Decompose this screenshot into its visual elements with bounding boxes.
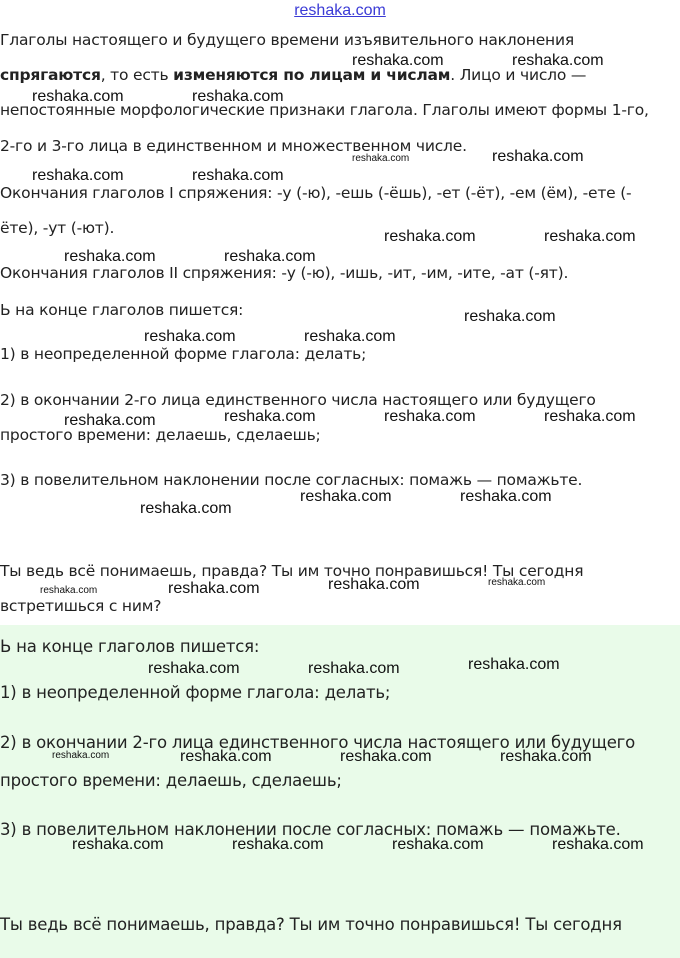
watermark: reshaka.com bbox=[300, 488, 392, 505]
paragraph-line: ёте), -ут (-ют). bbox=[0, 219, 115, 237]
watermark: reshaka.com bbox=[304, 328, 396, 345]
rule-item: 2) в окончании 2-го лица единственного числа настоящего или будущего bbox=[0, 391, 596, 409]
text-span: . Лицо и число — bbox=[450, 66, 587, 84]
watermark: reshaka.com bbox=[384, 408, 476, 425]
rules-heading: Ь на конце глаголов пишется: bbox=[0, 637, 260, 656]
watermark: reshaka.com bbox=[460, 488, 552, 505]
watermark: reshaka.com bbox=[552, 836, 644, 853]
watermark: reshaka.com bbox=[492, 148, 584, 165]
watermark: reshaka.com bbox=[144, 328, 236, 345]
paragraph-line: Глаголы настоящего и будущего времени изъявительного наклонения bbox=[0, 31, 574, 49]
watermark: reshaka.com bbox=[468, 656, 560, 673]
watermark: reshaka.com bbox=[488, 577, 546, 588]
watermark: reshaka.com bbox=[352, 52, 444, 69]
paragraph-line: Окончания глаголов I спряжения: -у (-ю), -ешь (-ёшь), -ет (-ёт), -ем (ём), -ете (- bbox=[0, 184, 632, 202]
watermark: reshaka.com bbox=[308, 660, 400, 677]
rule-item: 3) в повелительном наклонении после согласных: помажь — помажьте. bbox=[0, 471, 583, 489]
watermark: reshaka.com bbox=[40, 585, 98, 596]
example-line: встретишься с ним? bbox=[0, 597, 162, 615]
watermark: reshaka.com bbox=[140, 500, 232, 517]
watermark: reshaka.com bbox=[32, 88, 124, 105]
watermark: reshaka.com bbox=[224, 248, 316, 265]
site-link[interactable]: reshaka.com bbox=[294, 2, 386, 19]
watermark: reshaka.com bbox=[328, 576, 420, 593]
watermark: reshaka.com bbox=[180, 748, 272, 765]
bold-term: спрягаются bbox=[0, 66, 101, 84]
example-line: Ты ведь всё понимаешь, правда? Ты им точно понравишься! Ты сегодня bbox=[0, 562, 584, 580]
paragraph-line: 2-го и 3-го лица в единственном и множественном числе. bbox=[0, 137, 467, 155]
watermark: reshaka.com bbox=[32, 167, 124, 184]
paragraph-line: Окончания глаголов II спряжения: -у (-ю), -ишь, -ит, -им, -ите, -ат (-ят). bbox=[0, 264, 569, 282]
rule-item: 1) в неопределенной форме глагола: делать; bbox=[0, 345, 367, 363]
watermark: reshaka.com bbox=[148, 660, 240, 677]
rule-item: 1) в неопределенной форме глагола: делать; bbox=[0, 683, 391, 702]
watermark: reshaka.com bbox=[224, 408, 316, 425]
watermark: reshaka.com bbox=[64, 412, 156, 429]
rules-heading: Ь на конце глаголов пишется: bbox=[0, 301, 244, 319]
watermark: reshaka.com bbox=[340, 748, 432, 765]
bold-term: изменяются по лицам и числам bbox=[173, 66, 451, 84]
example-line: Ты ведь всё понимаешь, правда? Ты им точно понравишься! Ты сегодня bbox=[0, 915, 622, 934]
paragraph-line: непостоянные морфологические признаки глагола. Глаголы имеют формы 1-го, bbox=[0, 101, 649, 119]
watermark: reshaka.com bbox=[512, 52, 604, 69]
watermark: reshaka.com bbox=[72, 836, 164, 853]
watermark: reshaka.com bbox=[500, 748, 592, 765]
text-span: , то есть bbox=[100, 66, 174, 84]
watermark: reshaka.com bbox=[392, 836, 484, 853]
watermark: reshaka.com bbox=[384, 228, 476, 245]
rule-item: 2) в окончании 2-го лица единственного числа настоящего или будущего bbox=[0, 733, 636, 752]
rule-item: простого времени: делаешь, сделаешь; bbox=[0, 426, 321, 444]
watermark: reshaka.com bbox=[192, 88, 284, 105]
watermark: reshaka.com bbox=[352, 153, 410, 164]
watermark: reshaka.com bbox=[232, 836, 324, 853]
watermark: reshaka.com bbox=[64, 248, 156, 265]
rule-item: 3) в повелительном наклонении после согласных: помажь — помажьте. bbox=[0, 820, 621, 839]
watermark: reshaka.com bbox=[464, 308, 556, 325]
watermark: reshaka.com bbox=[168, 580, 260, 597]
rule-item: простого времени: делаешь, сделаешь; bbox=[0, 771, 342, 790]
watermark: reshaka.com bbox=[192, 167, 284, 184]
watermark: reshaka.com bbox=[52, 750, 110, 761]
watermark: reshaka.com bbox=[544, 228, 636, 245]
watermark: reshaka.com bbox=[544, 408, 636, 425]
